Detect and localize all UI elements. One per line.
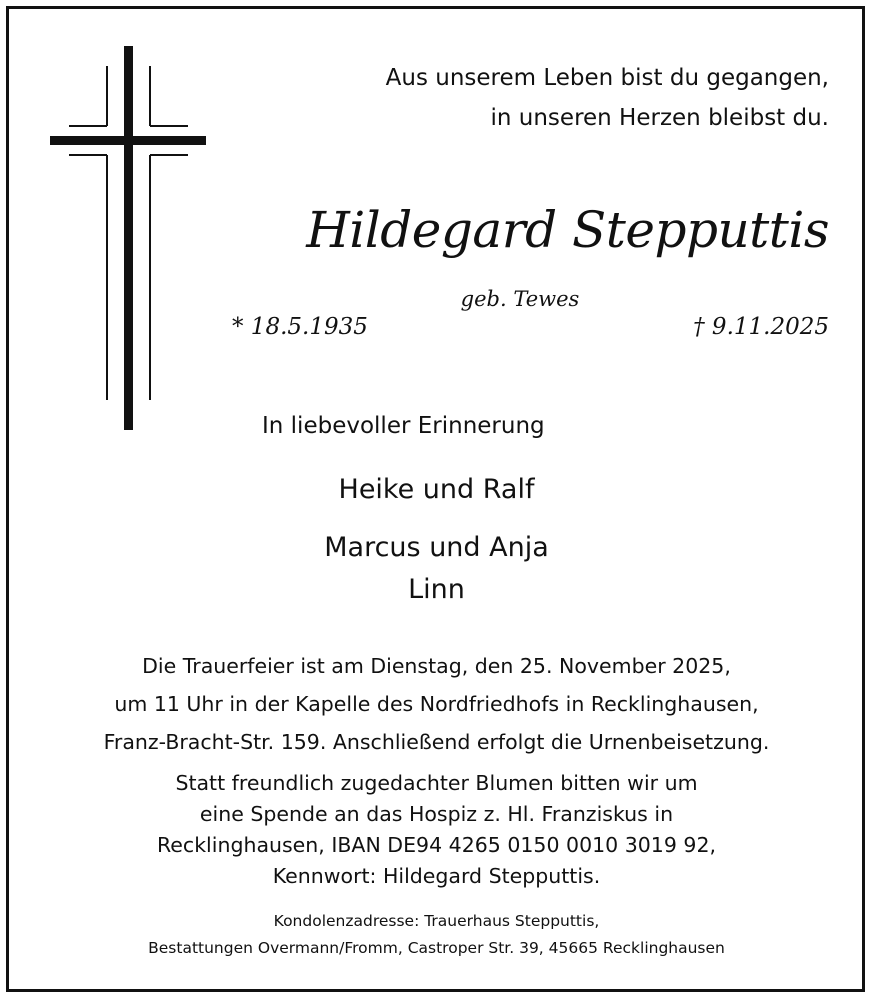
- maiden-name: geb. Tewes: [460, 287, 580, 311]
- ceremony-line-1: Die Trauerfeier ist am Dienstag, den 25. November 2025,: [142, 654, 731, 678]
- birth-date: * 18.5.1935: [232, 314, 368, 340]
- donation-line-2: eine Spende an das Hospiz z. Hl. Franziskus in: [199, 802, 674, 826]
- motto-line-2: in unseren Herzen bleibst du.: [490, 105, 829, 131]
- contact-line-2: Bestattungen Overmann/Fromm, Castroper Str. 39, 45665 Recklinghausen: [148, 939, 725, 957]
- ceremony-line-3: Franz-Bracht-Str. 159. Anschließend erfolgt die Urnenbeisetzung.: [103, 730, 770, 754]
- mourner-line-3: Linn: [408, 574, 465, 605]
- remembrance-heading: In liebevoller Erinnerung: [262, 413, 545, 439]
- death-date: † 9.11.2025: [693, 314, 829, 340]
- ceremony-line-2: um 11 Uhr in der Kapelle des Nordfriedhofs in Recklinghausen,: [114, 692, 759, 716]
- donation-line-1: Statt freundlich zugedachter Blumen bitten wir um: [175, 771, 698, 795]
- contact-line-1: Kondolenzadresse: Trauerhaus Stepputtis,: [273, 912, 600, 930]
- ceremony-info: [30, 647, 843, 761]
- donation-line-3: Recklinghausen, IBAN DE94 4265 0150 0010 3019 92,: [156, 833, 716, 857]
- donation-line-4: Kennwort: Hildegard Stepputtis.: [272, 864, 601, 888]
- motto-line-1: Aus unserem Leben bist du gegangen,: [385, 65, 829, 91]
- condolence-address: [30, 908, 843, 962]
- deceased-name: Hildegard Stepputtis: [306, 201, 829, 259]
- donation-info: [30, 768, 843, 892]
- motto-verse: [309, 58, 829, 138]
- mourner-line-1: Heike und Ralf: [338, 474, 535, 505]
- mourner-line-2: Marcus und Anja: [324, 532, 549, 563]
